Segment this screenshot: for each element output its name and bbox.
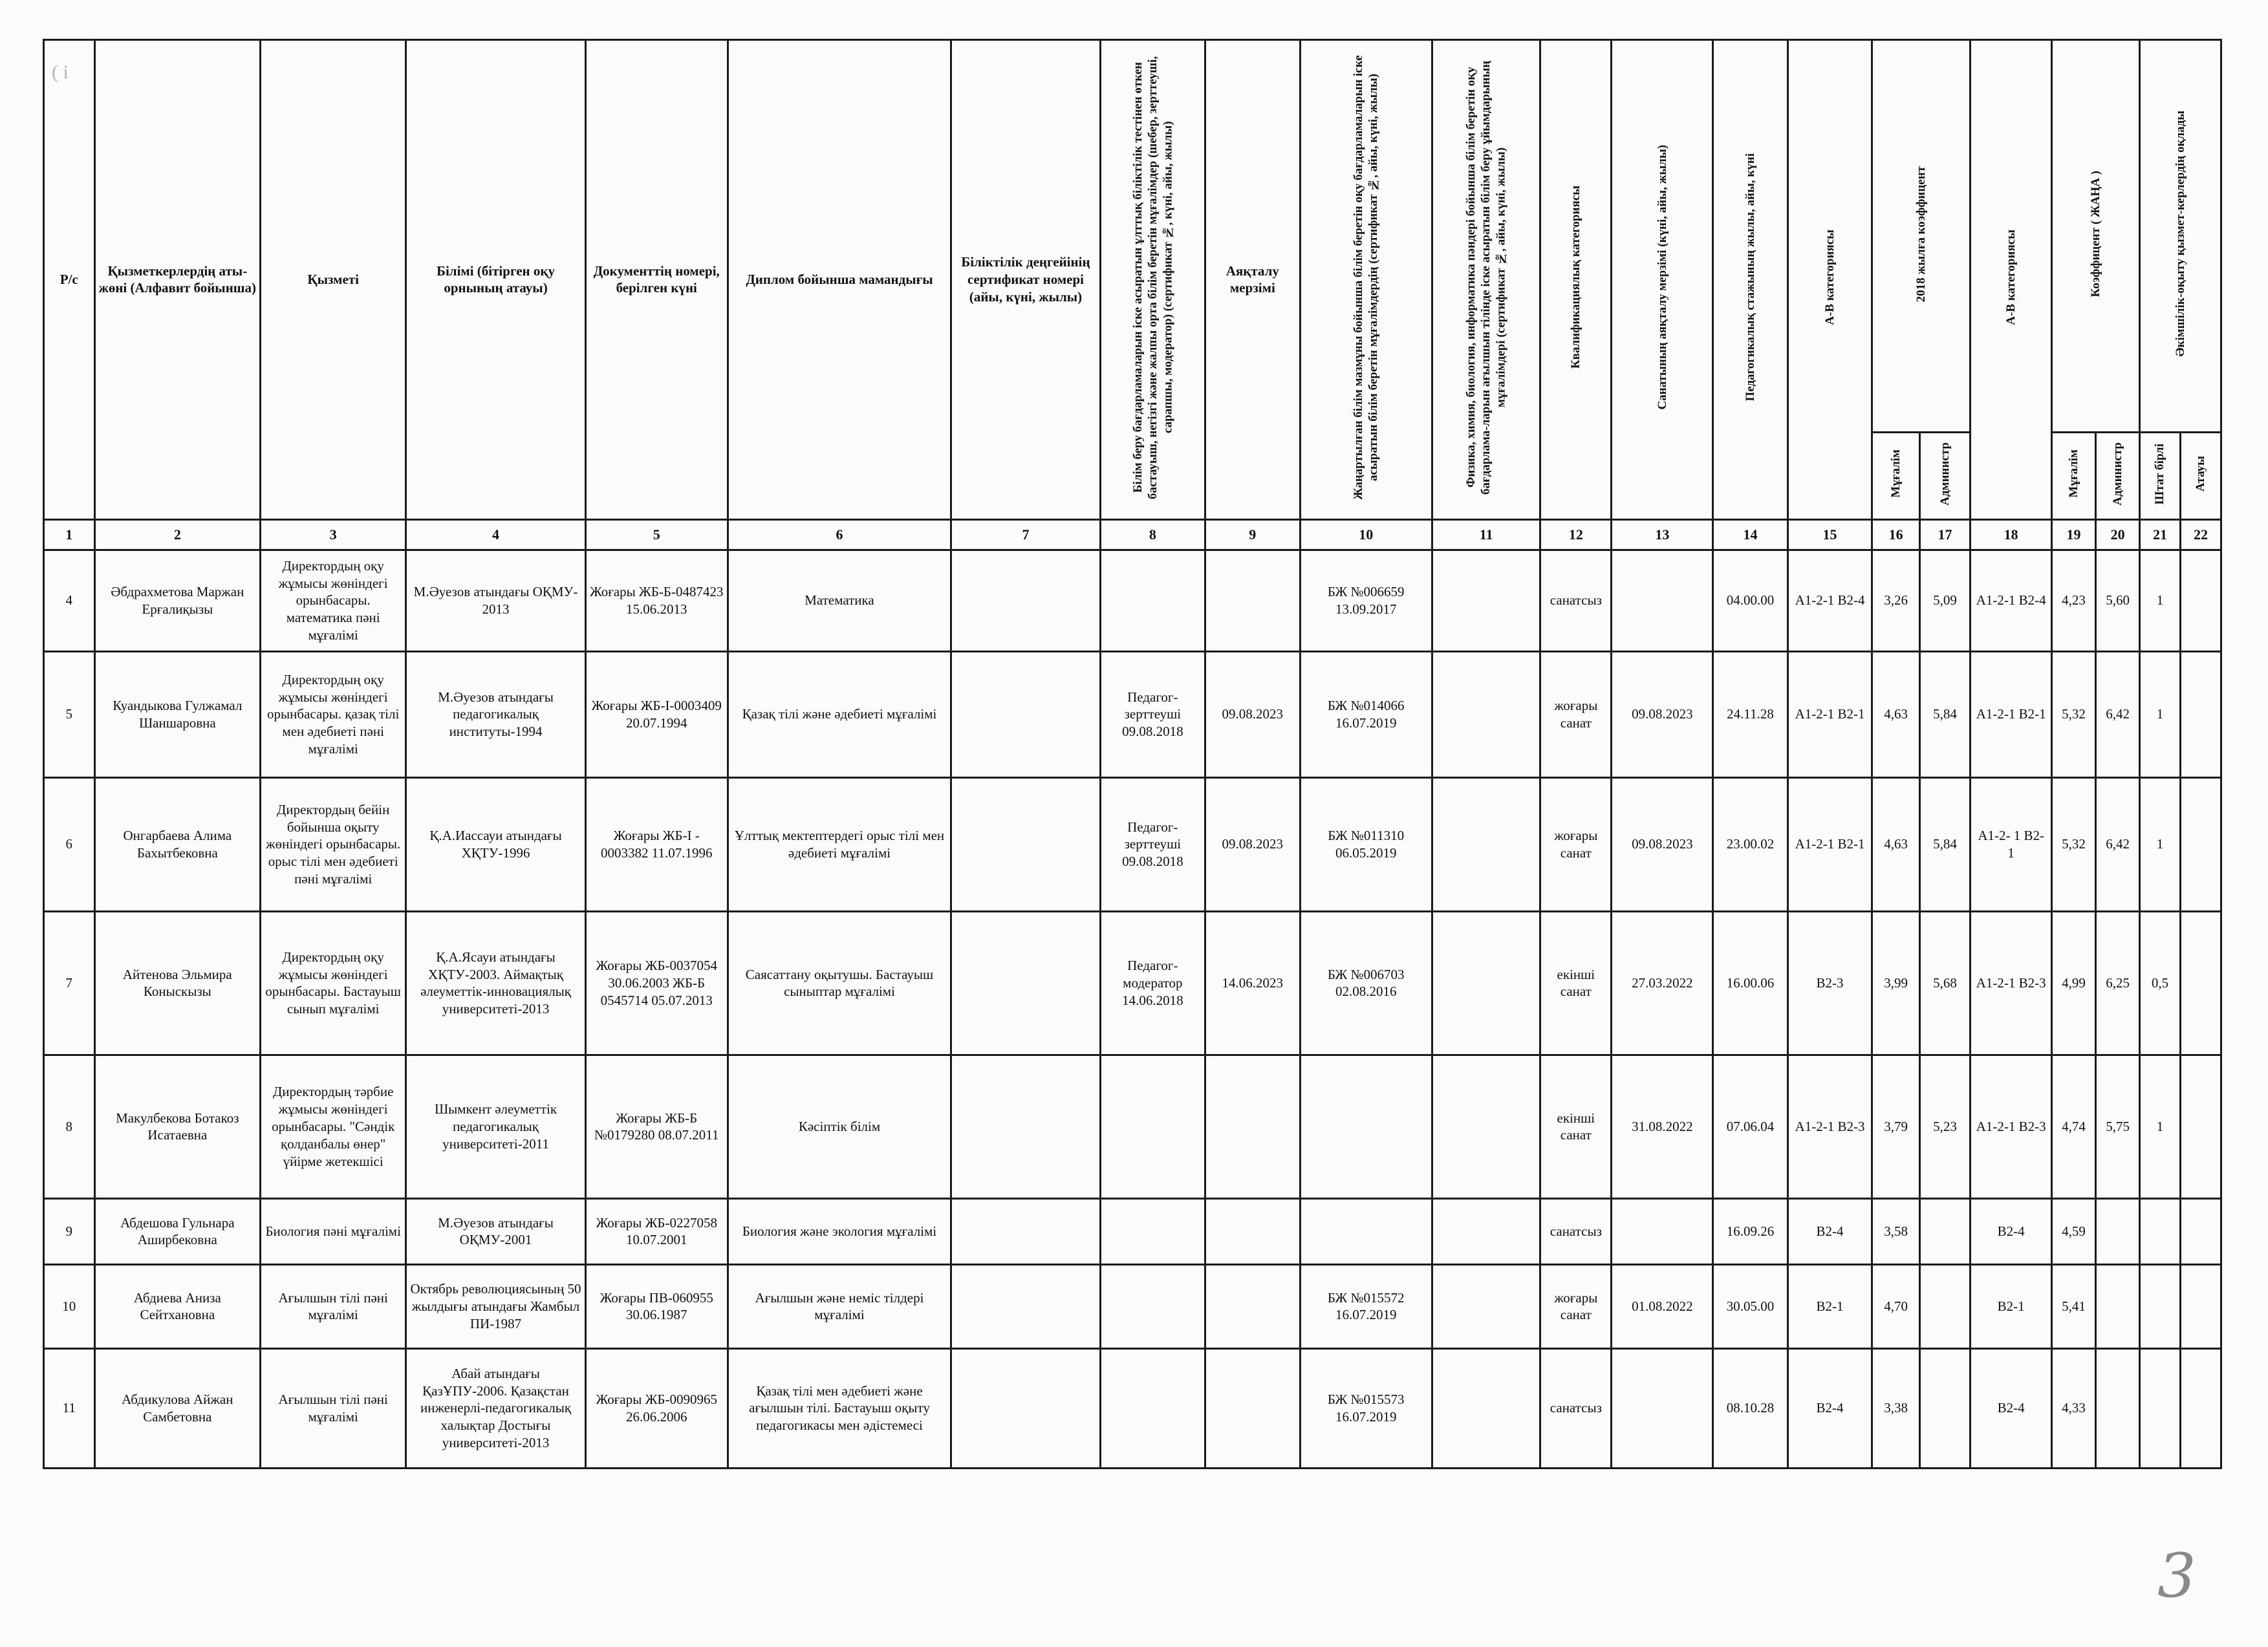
cell-title xyxy=(2180,1348,2221,1468)
cell-ab-cat: В2-1 xyxy=(1787,1264,1872,1348)
cell-knew-teacher: 4,33 xyxy=(2051,1348,2095,1468)
cell-ab-cat: А1-2-1 В2-4 xyxy=(1787,550,1872,651)
cell-document: Жоғары ЖБ-0037054 30.06.2003 ЖБ-Б 0545714 05.07.2013 xyxy=(585,911,728,1055)
cell-ubt-cert xyxy=(1100,1348,1205,1468)
staff-table xyxy=(43,39,2222,1469)
cell-education: М.Әуезов атындағы ОҚМУ-2001 xyxy=(406,1198,586,1264)
cell-education: Шымкент әлеуметтік педагогикалық университеті-2011 xyxy=(406,1055,586,1198)
cell-k2018-teacher: 3,38 xyxy=(1872,1348,1919,1468)
cell-ubt-cert xyxy=(1100,550,1205,651)
cell-position: Директордың оқу жұмысы жөніндегі орынбасары. қазақ тілі мен әдебиеті пәні мұғалімі xyxy=(261,651,406,777)
cell-ubt-cert: Педагог-модератор 14.06.2018 xyxy=(1100,911,1205,1055)
cell-knew-admin xyxy=(2096,1264,2140,1348)
cell-education: М.Әуезов атындағы ОҚМУ- 2013 xyxy=(406,550,586,651)
cell-n: 8 xyxy=(44,1055,95,1198)
header-admin-salary xyxy=(2140,40,2221,433)
header-teacher-new-text: Мұғалім xyxy=(2066,449,2080,498)
cell-qual-category: жоғары санат xyxy=(1540,1264,1612,1348)
header-admin-salary-text: Әкімшілік-оқыту қызмет-керлердің оқлады xyxy=(2173,111,2187,358)
column-number-7: 7 xyxy=(951,519,1100,550)
cell-document: Жоғары ЖБ-Б-0487423 15.06.2013 xyxy=(585,550,728,651)
column-number-19: 19 xyxy=(2051,519,2095,550)
header-cert-level: Біліктілік деңгейінің сертификат номері (айы, күні, жылы) xyxy=(951,40,1100,520)
cell-english-cert xyxy=(1432,1055,1540,1198)
cell-knew-admin: 5,75 xyxy=(2096,1055,2140,1198)
cell-k2018-admin xyxy=(1919,1264,1971,1348)
cell-ab-cat: В2-4 xyxy=(1787,1198,1872,1264)
cell-title xyxy=(2180,1264,2221,1348)
header-title xyxy=(2180,433,2221,519)
cell-name: Онгарбаева Алима Бахытбековна xyxy=(94,777,261,911)
table-row xyxy=(44,911,2221,1055)
header-qual-category-text: Квалификациялық категориясы xyxy=(1569,186,1583,369)
cell-document: Жоғары ЖБ-0090965 26.06.2006 xyxy=(585,1348,728,1468)
cell-document: Жоғары ПВ-060955 30.06.1987 xyxy=(585,1264,728,1348)
cell-end-date xyxy=(1205,550,1301,651)
column-number-14: 14 xyxy=(1713,519,1787,550)
header-admin-new xyxy=(2096,433,2140,519)
cell-knew-admin: 5,60 xyxy=(2096,550,2140,651)
header-end-date: Аяқталу мерзімі xyxy=(1205,40,1301,520)
cell-education: Қ.А.Иассауи атындағы ХҚТУ-1996 xyxy=(406,777,586,911)
cell-english-cert xyxy=(1432,651,1540,777)
cell-cat-end: 09.08.2023 xyxy=(1612,777,1713,911)
table-row xyxy=(44,1055,2221,1198)
cell-end-date: 09.08.2023 xyxy=(1205,777,1301,911)
cell-n: 7 xyxy=(44,911,95,1055)
table-row xyxy=(44,550,2221,651)
cell-english-cert xyxy=(1432,1198,1540,1264)
cell-updated-cert: БЖ №015572 16.07.2019 xyxy=(1300,1264,1432,1348)
cell-english-cert xyxy=(1432,1348,1540,1468)
cell-ab-cat2: В2-1 xyxy=(1971,1264,2052,1348)
cell-ped-exp: 24.11.28 xyxy=(1713,651,1787,777)
cell-end-date xyxy=(1205,1348,1301,1468)
cell-k2018-admin: 5,84 xyxy=(1919,651,1971,777)
cell-cat-end: 31.08.2022 xyxy=(1612,1055,1713,1198)
cell-cert-level xyxy=(951,1348,1100,1468)
header-updated-cert xyxy=(1300,40,1432,520)
cell-n: 5 xyxy=(44,651,95,777)
cell-knew-admin: 6,42 xyxy=(2096,651,2140,777)
column-number-2: 2 xyxy=(94,519,261,550)
cell-cert-level xyxy=(951,1198,1100,1264)
column-number-8: 8 xyxy=(1100,519,1205,550)
page-number: 3 xyxy=(2157,1541,2196,1611)
cell-document: Жоғары ЖБ-І-0003409 20.07.1994 xyxy=(585,651,728,777)
header-ab-category-2-text: А-В категориясы xyxy=(2004,230,2018,325)
cell-specialty: Қазақ тілі және әдебиеті мұғалімі xyxy=(728,651,951,777)
header-row xyxy=(44,40,2221,433)
cell-specialty: Биология және экология мұғалімі xyxy=(728,1198,951,1264)
cell-english-cert xyxy=(1432,1264,1540,1348)
header-name: Қызметкерлердің аты-жөні (Алфавит бойынша) xyxy=(94,40,261,520)
column-number-5: 5 xyxy=(585,519,728,550)
header-position: Қызметі xyxy=(261,40,406,520)
cell-education: Октябрь революциясының 50 жылдығы атындағы Жамбыл ПИ-1987 xyxy=(406,1264,586,1348)
cell-name: Абдикулова Айжан Самбетовна xyxy=(94,1348,261,1468)
cell-qual-category: жоғары санат xyxy=(1540,777,1612,911)
cell-name: Айтенова Эльмира Коныскызы xyxy=(94,911,261,1055)
header-admin-new-text: Администр xyxy=(2111,442,2124,506)
cell-staff-unit xyxy=(2140,1198,2181,1264)
cell-cert-level xyxy=(951,777,1100,911)
cell-end-date xyxy=(1205,1198,1301,1264)
column-number-row xyxy=(44,519,2221,550)
column-number-21: 21 xyxy=(2140,519,2181,550)
header-specialty: Диплом бойынша мамандығы xyxy=(728,40,951,520)
header-coef-2018-text: 2018 жылға коэффицент xyxy=(1914,166,1928,302)
cell-cat-end xyxy=(1612,1348,1713,1468)
cell-ab-cat: В2-4 xyxy=(1787,1348,1872,1468)
cell-updated-cert xyxy=(1300,1055,1432,1198)
cell-title xyxy=(2180,911,2221,1055)
column-number-18: 18 xyxy=(1971,519,2052,550)
cell-staff-unit: 1 xyxy=(2140,550,2181,651)
cell-knew-teacher: 4,59 xyxy=(2051,1198,2095,1264)
header-teacher-new xyxy=(2051,433,2095,519)
column-number-15: 15 xyxy=(1787,519,1872,550)
cell-document: Жоғары ЖБ-І - 0003382 11.07.1996 xyxy=(585,777,728,911)
cell-name: Абдешова Гульнара Аширбековна xyxy=(94,1198,261,1264)
cell-ubt-cert xyxy=(1100,1055,1205,1198)
cell-k2018-teacher: 4,70 xyxy=(1872,1264,1919,1348)
cell-ab-cat2: А1-2-1 В2-1 xyxy=(1971,651,2052,777)
header-coef-new-text: Коэффицент ( ЖАҢА ) xyxy=(2088,171,2102,297)
cell-title xyxy=(2180,651,2221,777)
cell-ab-cat2: А1-2- 1 В2-1 xyxy=(1971,777,2052,911)
cell-cat-end xyxy=(1612,550,1713,651)
column-number-20: 20 xyxy=(2096,519,2140,550)
cell-english-cert xyxy=(1432,777,1540,911)
cell-qual-category: екінші санат xyxy=(1540,911,1612,1055)
cell-ab-cat2: А1-2-1 В2-3 xyxy=(1971,911,2052,1055)
cell-knew-teacher: 5,32 xyxy=(2051,777,2095,911)
cell-knew-admin: 6,42 xyxy=(2096,777,2140,911)
header-english-cert-text: Физика, химия, биология, информатика пәндері бойынша білім беретін оқу бағдарлама-ларын ағылшын тілінде іске асыратын білім беру ұйымдарының мұғалімдері (сертификат №, айы, күні, жылы) xyxy=(1464,60,1508,495)
cell-document: Жоғары ЖБ-Б №0179280 08.07.2011 xyxy=(585,1055,728,1198)
cell-position: Директордың бейін бойынша оқыту жөніндегі орынбасары. орыс тілі мен әдебиеті пәні мұғалімі xyxy=(261,777,406,911)
cell-knew-teacher: 5,32 xyxy=(2051,651,2095,777)
table-row xyxy=(44,651,2221,777)
cell-cert-level xyxy=(951,651,1100,777)
header-admin-2018 xyxy=(1919,433,1971,519)
cell-staff-unit: 1 xyxy=(2140,1055,2181,1198)
cell-k2018-admin: 5,84 xyxy=(1919,777,1971,911)
cell-ab-cat: А1-2-1 В2-1 xyxy=(1787,777,1872,911)
cell-title xyxy=(2180,1055,2221,1198)
header-category-end xyxy=(1612,40,1713,520)
cell-n: 4 xyxy=(44,550,95,651)
corner-mark: ( i xyxy=(52,61,69,83)
cell-updated-cert: БЖ №015573 16.07.2019 xyxy=(1300,1348,1432,1468)
table-row xyxy=(44,777,2221,911)
column-number-22: 22 xyxy=(2180,519,2221,550)
header-english-cert xyxy=(1432,40,1540,520)
column-number-11: 11 xyxy=(1432,519,1540,550)
cell-ab-cat2: А1-2-1 В2-3 xyxy=(1971,1055,2052,1198)
cell-english-cert xyxy=(1432,911,1540,1055)
cell-title xyxy=(2180,550,2221,651)
cell-updated-cert: БЖ №011310 06.05.2019 xyxy=(1300,777,1432,911)
header-teacher-2018-text: Мұғалім xyxy=(1889,449,1903,498)
cell-k2018-admin: 5,23 xyxy=(1919,1055,1971,1198)
header-staff-unit xyxy=(2140,433,2181,519)
cell-knew-teacher: 4,23 xyxy=(2051,550,2095,651)
table-row xyxy=(44,1264,2221,1348)
cell-k2018-admin: 5,68 xyxy=(1919,911,1971,1055)
cell-knew-teacher: 5,41 xyxy=(2051,1264,2095,1348)
column-number-12: 12 xyxy=(1540,519,1612,550)
column-number-10: 10 xyxy=(1300,519,1432,550)
cell-k2018-admin xyxy=(1919,1348,1971,1468)
cell-ped-exp: 04.00.00 xyxy=(1713,550,1787,651)
cell-ab-cat2: А1-2-1 В2-4 xyxy=(1971,550,2052,651)
cell-knew-admin xyxy=(2096,1348,2140,1468)
header-ab-category-text: А-В категориясы xyxy=(1822,230,1837,325)
header-ubt-cert xyxy=(1100,40,1205,520)
column-number-6: 6 xyxy=(728,519,951,550)
cell-specialty: Саясаттану оқытушы. Бастауыш сыныптар мұғалімі xyxy=(728,911,951,1055)
column-number-9: 9 xyxy=(1205,519,1301,550)
cell-name: Макулбекова Ботакоз Исатаевна xyxy=(94,1055,261,1198)
cell-title xyxy=(2180,1198,2221,1264)
header-ped-experience-text: Педагогикалық стажының жылы, айы, күні xyxy=(1743,153,1757,402)
header-document: Документтің номері, берілген күні xyxy=(585,40,728,520)
cell-staff-unit: 0,5 xyxy=(2140,911,2181,1055)
cell-education: Қ.А.Ясауи атындағы ХҚТУ-2003. Аймақтық әлеуметтік-инновациялық университеті-2013 xyxy=(406,911,586,1055)
header-ped-experience xyxy=(1713,40,1787,520)
column-number-17: 17 xyxy=(1919,519,1971,550)
cell-n: 6 xyxy=(44,777,95,911)
cell-ab-cat2: В2-4 xyxy=(1971,1348,2052,1468)
cell-knew-teacher: 4,99 xyxy=(2051,911,2095,1055)
cell-ped-exp: 07.06.04 xyxy=(1713,1055,1787,1198)
header-staff-unit-text: Штат бірлі xyxy=(2153,443,2167,504)
cell-end-date: 14.06.2023 xyxy=(1205,911,1301,1055)
cell-ubt-cert xyxy=(1100,1198,1205,1264)
cell-ped-exp: 16.00.06 xyxy=(1713,911,1787,1055)
cell-updated-cert: БЖ №006659 13.09.2017 xyxy=(1300,550,1432,651)
table-row xyxy=(44,1348,2221,1468)
header-rs: Р/с xyxy=(44,40,95,520)
cell-ab-cat: А1-2-1 В2-3 xyxy=(1787,1055,1872,1198)
cell-k2018-admin xyxy=(1919,1198,1971,1264)
header-ab-category xyxy=(1787,40,1872,520)
table-row xyxy=(44,1198,2221,1264)
cell-cert-level xyxy=(951,550,1100,651)
cell-position: Ағылшын тілі пәні мұғалімі xyxy=(261,1264,406,1348)
cell-end-date: 09.08.2023 xyxy=(1205,651,1301,777)
cell-ped-exp: 16.09.26 xyxy=(1713,1198,1787,1264)
cell-knew-admin xyxy=(2096,1198,2140,1264)
cell-updated-cert: БЖ №006703 02.08.2016 xyxy=(1300,911,1432,1055)
cell-cat-end: 01.08.2022 xyxy=(1612,1264,1713,1348)
cell-k2018-admin: 5,09 xyxy=(1919,550,1971,651)
cell-k2018-teacher: 4,63 xyxy=(1872,651,1919,777)
cell-cert-level xyxy=(951,911,1100,1055)
cell-ubt-cert xyxy=(1100,1264,1205,1348)
column-number-16: 16 xyxy=(1872,519,1919,550)
cell-education: Абай атындағы ҚазҰПУ-2006. Қазақстан инженерлі-педагогикалық халықтар Достығы университеті-2013 xyxy=(406,1348,586,1468)
cell-qual-category: санатсыз xyxy=(1540,550,1612,651)
header-education: Білімі (бітірген оқу орнының атауы) xyxy=(406,40,586,520)
cell-cert-level xyxy=(951,1264,1100,1348)
cell-n: 9 xyxy=(44,1198,95,1264)
column-number-3: 3 xyxy=(261,519,406,550)
column-number-1: 1 xyxy=(44,519,95,550)
cell-qual-category: санатсыз xyxy=(1540,1198,1612,1264)
cell-staff-unit xyxy=(2140,1348,2181,1468)
header-admin-2018-text: Администр xyxy=(1938,442,1952,506)
cell-specialty: Ағылшын және неміс тілдері мұғалімі xyxy=(728,1264,951,1348)
table-body xyxy=(44,550,2221,1468)
cell-ped-exp: 08.10.28 xyxy=(1713,1348,1787,1468)
header-coef-2018 xyxy=(1872,40,1971,433)
header-qual-category xyxy=(1540,40,1612,520)
cell-ubt-cert: Педагог-зерттеуші 09.08.2018 xyxy=(1100,777,1205,911)
cell-position: Биология пәні мұғалімі xyxy=(261,1198,406,1264)
cell-staff-unit: 1 xyxy=(2140,777,2181,911)
cell-name: Абдиева Аниза Сейтхановна xyxy=(94,1264,261,1348)
header-ab-category-2 xyxy=(1971,40,2052,520)
cell-ab-cat: А1-2-1 В2-1 xyxy=(1787,651,1872,777)
cell-k2018-teacher: 3,58 xyxy=(1872,1198,1919,1264)
header-coef-new xyxy=(2051,40,2139,433)
cell-ubt-cert: Педагог-зерттеуші 09.08.2018 xyxy=(1100,651,1205,777)
cell-education: М.Әуезов атындағы педагогикалық институты-1994 xyxy=(406,651,586,777)
cell-staff-unit xyxy=(2140,1264,2181,1348)
cell-end-date xyxy=(1205,1264,1301,1348)
cell-ped-exp: 23.00.02 xyxy=(1713,777,1787,911)
cell-ab-cat: В2-3 xyxy=(1787,911,1872,1055)
cell-staff-unit: 1 xyxy=(2140,651,2181,777)
cell-cat-end: 27.03.2022 xyxy=(1612,911,1713,1055)
cell-knew-admin: 6,25 xyxy=(2096,911,2140,1055)
cell-qual-category: санатсыз xyxy=(1540,1348,1612,1468)
cell-specialty: Ұлттық мектептердегі орыс тілі мен әдебиеті мұғалімі xyxy=(728,777,951,911)
header-teacher-2018 xyxy=(1872,433,1919,519)
cell-k2018-teacher: 3,99 xyxy=(1872,911,1919,1055)
cell-name: Куандыкова Гулжамал Шаншаровна xyxy=(94,651,261,777)
cell-cert-level xyxy=(951,1055,1100,1198)
cell-knew-teacher: 4,74 xyxy=(2051,1055,2095,1198)
cell-end-date xyxy=(1205,1055,1301,1198)
cell-english-cert xyxy=(1432,550,1540,651)
cell-document: Жоғары ЖБ-0227058 10.07.2001 xyxy=(585,1198,728,1264)
header-ubt-cert-text: Білім беру бағдарламаларын іске асыратын ұлттық біліктілік тестінен өткен бастауыш, негізгі және жалпы орта білім беретін мұғалімдер (шебер, зерттеуші, сарапшы, модератор) (сертификат №, күні, айы, жылы) xyxy=(1130,56,1174,499)
cell-title xyxy=(2180,777,2221,911)
cell-qual-category: жоғары санат xyxy=(1540,651,1612,777)
cell-k2018-teacher: 4,63 xyxy=(1872,777,1919,911)
cell-k2018-teacher: 3,79 xyxy=(1872,1055,1919,1198)
cell-updated-cert: БЖ №014066 16.07.2019 xyxy=(1300,651,1432,777)
header-category-end-text: Санатының аяқталу мерзімі (күні, айы, жылы) xyxy=(1655,145,1669,410)
cell-cat-end: 09.08.2023 xyxy=(1612,651,1713,777)
cell-qual-category: екінші санат xyxy=(1540,1055,1612,1198)
cell-position: Директордың тәрбие жұмысы жөніндегі орынбасары. "Сәндік қолданбалы өнер" үйірме жетекшісі xyxy=(261,1055,406,1198)
cell-name: Әбдрахметова Маржан Ерғалиқызы xyxy=(94,550,261,651)
cell-n: 11 xyxy=(44,1348,95,1468)
cell-position: Ағылшын тілі пәні мұғалімі xyxy=(261,1348,406,1468)
cell-updated-cert xyxy=(1300,1198,1432,1264)
cell-k2018-teacher: 3,26 xyxy=(1872,550,1919,651)
header-title-text: Атауы xyxy=(2194,456,2208,492)
cell-position: Директордың оқу жұмысы жөніндегі орынбасары. Бастауыш сынып мұғалімі xyxy=(261,911,406,1055)
column-number-4: 4 xyxy=(406,519,586,550)
cell-position: Директордың оқу жұмысы жөніндегі орынбасары. математика пәні мұғалімі xyxy=(261,550,406,651)
cell-specialty: Қазақ тілі мен әдебиеті және ағылшын тілі. Бастауыш оқыту педагогикасы мен әдістемесі xyxy=(728,1348,951,1468)
header-updated-cert-text: Жаңартылған білім мазмұны бойынша білім беретін оқу бағдарламаларын іске асыратын білім беретін мұғалімдердің (сертификат №, айы, күні, жылы) xyxy=(1352,55,1381,500)
cell-specialty: Кәсіптік білім xyxy=(728,1055,951,1198)
cell-specialty: Математика xyxy=(728,550,951,651)
cell-ab-cat2: В2-4 xyxy=(1971,1198,2052,1264)
cell-cat-end xyxy=(1612,1198,1713,1264)
cell-ped-exp: 30.05.00 xyxy=(1713,1264,1787,1348)
column-number-13: 13 xyxy=(1612,519,1713,550)
cell-n: 10 xyxy=(44,1264,95,1348)
